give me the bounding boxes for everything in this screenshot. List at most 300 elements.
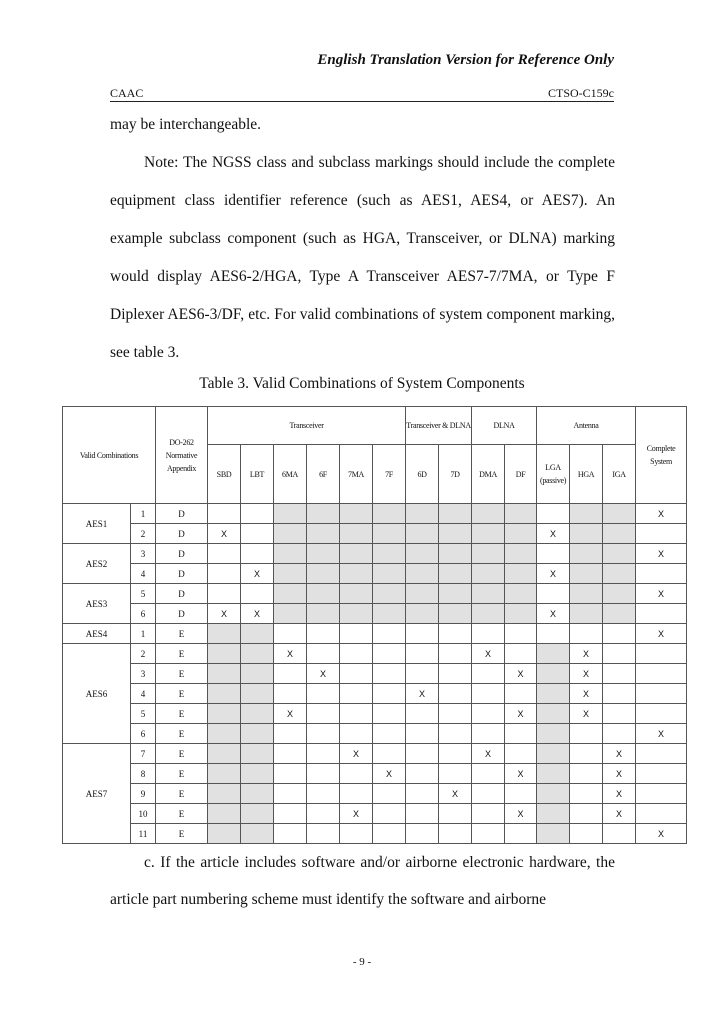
cell-6ma: X [274, 644, 307, 664]
header-valid-combinations: Valid Combinations [63, 407, 156, 504]
cell-6f [307, 744, 340, 764]
cell-7f [373, 624, 406, 644]
cell-complete [636, 744, 687, 764]
cell-sbd [208, 664, 241, 684]
table-row [63, 744, 687, 764]
cell-sbd [208, 584, 241, 604]
cell-lbt [241, 804, 274, 824]
cell-lga [537, 584, 570, 604]
cell-dma [472, 764, 505, 784]
cell-lbt [241, 724, 274, 744]
cell-7f [373, 704, 406, 724]
appendix-cell: E [156, 764, 208, 784]
cell-6f [307, 784, 340, 804]
table-body [63, 504, 687, 844]
cell-7ma [340, 684, 373, 704]
cell-6ma [274, 724, 307, 744]
cell-hga [570, 764, 603, 784]
cell-hga: X [570, 644, 603, 664]
cell-6f [307, 524, 340, 544]
table-row [63, 804, 687, 824]
appendix-cell: D [156, 604, 208, 624]
cell-iga [603, 684, 636, 704]
cell-df: X [505, 664, 537, 684]
row-number: 1 [131, 504, 156, 524]
cell-iga [603, 644, 636, 664]
cell-7d [439, 624, 472, 644]
group-label: AES2 [63, 544, 131, 584]
cell-7f: X [373, 764, 406, 784]
cell-7f [373, 544, 406, 564]
cell-hga [570, 524, 603, 544]
cell-lga [537, 504, 570, 524]
cell-6f [307, 704, 340, 724]
cell-7d [439, 764, 472, 784]
appendix-cell: E [156, 744, 208, 764]
table-row [63, 564, 687, 584]
cell-6f [307, 544, 340, 564]
subheader-6d: 6D [406, 445, 439, 504]
cell-lbt [241, 684, 274, 704]
paragraph-c: c. If the article includes software and/or airborne electronic hardware, the article part numbering scheme must identify the software and airborne [110, 854, 615, 908]
cell-7ma [340, 564, 373, 584]
subheader-hga: HGA [570, 445, 603, 504]
cell-dma [472, 504, 505, 524]
cell-6f [307, 804, 340, 824]
cell-complete: X [636, 824, 687, 844]
cell-7f [373, 664, 406, 684]
cell-dma [472, 704, 505, 724]
table-row [63, 764, 687, 784]
cell-lbt [241, 644, 274, 664]
cell-6f [307, 504, 340, 524]
page-number: - 9 - [352, 956, 372, 968]
cell-6ma [274, 744, 307, 764]
table-row [63, 664, 687, 684]
cell-7ma [340, 784, 373, 804]
row-number: 11 [131, 824, 156, 844]
cell-lbt [241, 504, 274, 524]
cell-df [505, 504, 537, 524]
appendix-cell: E [156, 704, 208, 724]
cell-hga [570, 504, 603, 524]
cell-6d [406, 824, 439, 844]
cell-complete: X [636, 544, 687, 564]
cell-6d [406, 604, 439, 624]
cell-hga [570, 724, 603, 744]
cell-lga [537, 624, 570, 644]
cell-7f [373, 824, 406, 844]
cell-complete [636, 764, 687, 784]
cell-6ma [274, 784, 307, 804]
group-label: AES1 [63, 504, 131, 544]
header-dlna: DLNA [472, 407, 537, 445]
cell-df: X [505, 804, 537, 824]
cell-7f [373, 584, 406, 604]
paragraph-continuation: may be interchangeable. [110, 116, 262, 133]
cell-6d [406, 584, 439, 604]
cell-7ma [340, 704, 373, 724]
cell-iga: X [603, 744, 636, 764]
header-complete-system: Complete System [636, 407, 687, 504]
cell-6ma [274, 524, 307, 544]
header-transceiver: Transceiver [208, 407, 406, 445]
cell-hga: X [570, 664, 603, 684]
cell-complete: X [636, 584, 687, 604]
cell-6d [406, 704, 439, 724]
appendix-cell: D [156, 544, 208, 564]
cell-6d [406, 764, 439, 784]
cell-7d [439, 544, 472, 564]
cell-7ma [340, 644, 373, 664]
cell-sbd [208, 544, 241, 564]
cell-6d [406, 724, 439, 744]
cell-sbd [208, 704, 241, 724]
cell-6f [307, 604, 340, 624]
cell-sbd [208, 624, 241, 644]
cell-6d [406, 524, 439, 544]
cell-7ma: X [340, 804, 373, 824]
subheader-iga: IGA [603, 445, 636, 504]
cell-complete [636, 564, 687, 584]
cell-6d [406, 804, 439, 824]
cell-lga [537, 704, 570, 724]
cell-iga [603, 544, 636, 564]
cell-6f [307, 624, 340, 644]
cell-6ma [274, 804, 307, 824]
paragraph-note: Note: The NGSS class and subclass markings should include the complete equipment class identifier reference (such as AES1, AES4, or AES7). An example subclass component (such as HGA, Transceiver, or DLNA) marking would display AES6-2/HGA, Type A Transceiver AES7-7/7MA, or Type F Diplexer AES6-3/DF, etc. For valid combinations of system component marking, see table 3. [110, 154, 615, 361]
cell-sbd: X [208, 524, 241, 544]
cell-lbt [241, 824, 274, 844]
subheader-lga: LGA (passive) [537, 445, 570, 504]
cell-df: X [505, 704, 537, 724]
cell-sbd [208, 784, 241, 804]
cell-7ma [340, 824, 373, 844]
cell-hga [570, 804, 603, 824]
cell-iga [603, 524, 636, 544]
cell-6d [406, 564, 439, 584]
cell-dma: X [472, 644, 505, 664]
row-number: 5 [131, 584, 156, 604]
cell-7d [439, 744, 472, 764]
cell-lbt [241, 744, 274, 764]
header-do262-appendix: DO-262 Normative Appendix [156, 407, 208, 504]
cell-6ma [274, 504, 307, 524]
cell-hga: X [570, 704, 603, 724]
cell-dma [472, 544, 505, 564]
cell-lbt [241, 524, 274, 544]
cell-6f [307, 764, 340, 784]
cell-lga: X [537, 604, 570, 624]
cell-7d [439, 704, 472, 724]
cell-7ma [340, 604, 373, 624]
table-row [63, 704, 687, 724]
cell-lga [537, 684, 570, 704]
row-number: 5 [131, 704, 156, 724]
cell-dma [472, 824, 505, 844]
appendix-cell: E [156, 664, 208, 684]
cell-sbd [208, 564, 241, 584]
cell-df [505, 524, 537, 544]
table-row [63, 624, 687, 644]
cell-dma [472, 784, 505, 804]
subheader-7ma: 7MA [340, 445, 373, 504]
table-row [63, 644, 687, 664]
cell-lbt [241, 584, 274, 604]
cell-7f [373, 604, 406, 624]
cell-iga: X [603, 804, 636, 824]
appendix-cell: E [156, 724, 208, 744]
cell-complete [636, 644, 687, 664]
cell-lga: X [537, 524, 570, 544]
subheader-6f: 6F [307, 445, 340, 504]
cell-7ma [340, 664, 373, 684]
cell-hga [570, 624, 603, 644]
cell-iga [603, 504, 636, 524]
group-label: AES7 [63, 744, 131, 844]
cell-lga: X [537, 564, 570, 584]
table-row [63, 584, 687, 604]
cell-7ma [340, 544, 373, 564]
row-number: 6 [131, 604, 156, 624]
cell-dma [472, 804, 505, 824]
subheader-7f: 7F [373, 445, 406, 504]
cell-sbd [208, 764, 241, 784]
cell-6f [307, 824, 340, 844]
cell-iga: X [603, 784, 636, 804]
cell-7ma [340, 724, 373, 744]
cell-hga [570, 824, 603, 844]
cell-7d [439, 724, 472, 744]
cell-dma [472, 524, 505, 544]
cell-lga [537, 764, 570, 784]
cell-iga [603, 824, 636, 844]
cell-hga [570, 604, 603, 624]
appendix-cell: E [156, 784, 208, 804]
cell-complete: X [636, 504, 687, 524]
cell-complete [636, 704, 687, 724]
cell-iga: X [603, 764, 636, 784]
subheader-dma: DMA [472, 445, 505, 504]
header-transceiver-dlna: Transceiver & DLNA [406, 407, 472, 445]
cell-lbt [241, 624, 274, 644]
appendix-cell: E [156, 824, 208, 844]
cell-6d: X [406, 684, 439, 704]
cell-df [505, 604, 537, 624]
cell-6ma [274, 544, 307, 564]
cell-dma [472, 724, 505, 744]
cell-7f [373, 524, 406, 544]
cell-lga [537, 744, 570, 764]
cell-lbt [241, 544, 274, 564]
row-number: 8 [131, 764, 156, 784]
cell-lga [537, 784, 570, 804]
appendix-cell: D [156, 564, 208, 584]
cell-7f [373, 564, 406, 584]
cell-6ma [274, 584, 307, 604]
subheader-df: DF [505, 445, 537, 504]
cell-dma: X [472, 744, 505, 764]
appendix-cell: D [156, 524, 208, 544]
cell-7d: X [439, 784, 472, 804]
row-number: 2 [131, 644, 156, 664]
valid-combinations-table [62, 406, 687, 844]
cell-7d [439, 664, 472, 684]
cell-lga [537, 644, 570, 664]
row-number: 3 [131, 664, 156, 684]
header-right: CTSO-C159c [548, 86, 614, 100]
cell-6ma [274, 664, 307, 684]
cell-6ma [274, 604, 307, 624]
table-row [63, 684, 687, 704]
cell-6f: X [307, 664, 340, 684]
cell-7ma [340, 584, 373, 604]
cell-df [505, 784, 537, 804]
header-antenna: Antenna [537, 407, 636, 445]
table-row [63, 604, 687, 624]
cell-7ma: X [340, 744, 373, 764]
cell-6ma [274, 564, 307, 584]
cell-6f [307, 644, 340, 664]
cell-6ma [274, 824, 307, 844]
cell-6d [406, 504, 439, 524]
table-row [63, 524, 687, 544]
cell-hga [570, 564, 603, 584]
cell-complete: X [636, 624, 687, 644]
appendix-cell: E [156, 684, 208, 704]
cell-7f [373, 504, 406, 524]
row-number: 3 [131, 544, 156, 564]
row-number: 4 [131, 564, 156, 584]
cell-sbd [208, 744, 241, 764]
cell-complete [636, 664, 687, 684]
cell-complete [636, 684, 687, 704]
cell-7ma [340, 624, 373, 644]
subheader-6ma: 6MA [274, 445, 307, 504]
cell-lga [537, 824, 570, 844]
subheader-lbt: LBT [241, 445, 274, 504]
cell-7d [439, 524, 472, 544]
cell-complete: X [636, 724, 687, 744]
cell-6d [406, 624, 439, 644]
cell-7d [439, 504, 472, 524]
appendix-cell: D [156, 584, 208, 604]
cell-lbt [241, 764, 274, 784]
cell-lbt [241, 704, 274, 724]
cell-sbd [208, 644, 241, 664]
cell-lbt [241, 664, 274, 684]
cell-lbt: X [241, 564, 274, 584]
cell-7d [439, 684, 472, 704]
cell-7f [373, 684, 406, 704]
cell-sbd [208, 684, 241, 704]
group-label: AES6 [63, 644, 131, 744]
cell-6d [406, 644, 439, 664]
cell-6d [406, 784, 439, 804]
cell-complete [636, 604, 687, 624]
cell-df [505, 584, 537, 604]
cell-7ma [340, 524, 373, 544]
table-row [63, 824, 687, 844]
group-label: AES4 [63, 624, 131, 644]
table-row [63, 504, 687, 524]
cell-6f [307, 684, 340, 704]
header-left: CAAC [110, 86, 144, 100]
cell-6d [406, 544, 439, 564]
group-label: AES3 [63, 584, 131, 624]
cell-7d [439, 564, 472, 584]
cell-7f [373, 724, 406, 744]
cell-6ma [274, 684, 307, 704]
cell-sbd [208, 804, 241, 824]
cell-7f [373, 744, 406, 764]
cell-complete [636, 524, 687, 544]
cell-7d [439, 804, 472, 824]
cell-df: X [505, 764, 537, 784]
subheader-sbd: SBD [208, 445, 241, 504]
subheader-7d: 7D [439, 445, 472, 504]
cell-lga [537, 724, 570, 744]
cell-7ma [340, 764, 373, 784]
cell-hga [570, 584, 603, 604]
cell-7f [373, 784, 406, 804]
cell-iga [603, 724, 636, 744]
row-number: 1 [131, 624, 156, 644]
cell-6d [406, 744, 439, 764]
cell-sbd [208, 504, 241, 524]
row-number: 4 [131, 684, 156, 704]
cell-7d [439, 644, 472, 664]
cell-hga [570, 544, 603, 564]
cell-df [505, 624, 537, 644]
cell-7d [439, 604, 472, 624]
cell-complete [636, 804, 687, 824]
table-title: Table 3. Valid Combinations of System Components [199, 375, 525, 392]
cell-lga [537, 804, 570, 824]
row-number: 10 [131, 804, 156, 824]
cell-hga: X [570, 684, 603, 704]
cell-dma [472, 624, 505, 644]
cell-df [505, 564, 537, 584]
cell-df [505, 644, 537, 664]
cell-iga [603, 604, 636, 624]
row-number: 9 [131, 784, 156, 804]
cell-iga [603, 624, 636, 644]
cell-6ma [274, 624, 307, 644]
cell-6ma [274, 764, 307, 784]
cell-complete [636, 784, 687, 804]
row-number: 7 [131, 744, 156, 764]
cell-lga [537, 544, 570, 564]
appendix-cell: E [156, 804, 208, 824]
cell-sbd [208, 724, 241, 744]
cell-7ma [340, 504, 373, 524]
cell-iga [603, 584, 636, 604]
cell-iga [603, 564, 636, 584]
cell-dma [472, 564, 505, 584]
appendix-cell: E [156, 644, 208, 664]
cell-lbt [241, 784, 274, 804]
cell-dma [472, 664, 505, 684]
appendix-cell: D [156, 504, 208, 524]
cell-df [505, 544, 537, 564]
cell-6f [307, 724, 340, 744]
cell-sbd [208, 824, 241, 844]
row-number: 6 [131, 724, 156, 744]
cell-df [505, 744, 537, 764]
cell-lbt: X [241, 604, 274, 624]
cell-7d [439, 584, 472, 604]
